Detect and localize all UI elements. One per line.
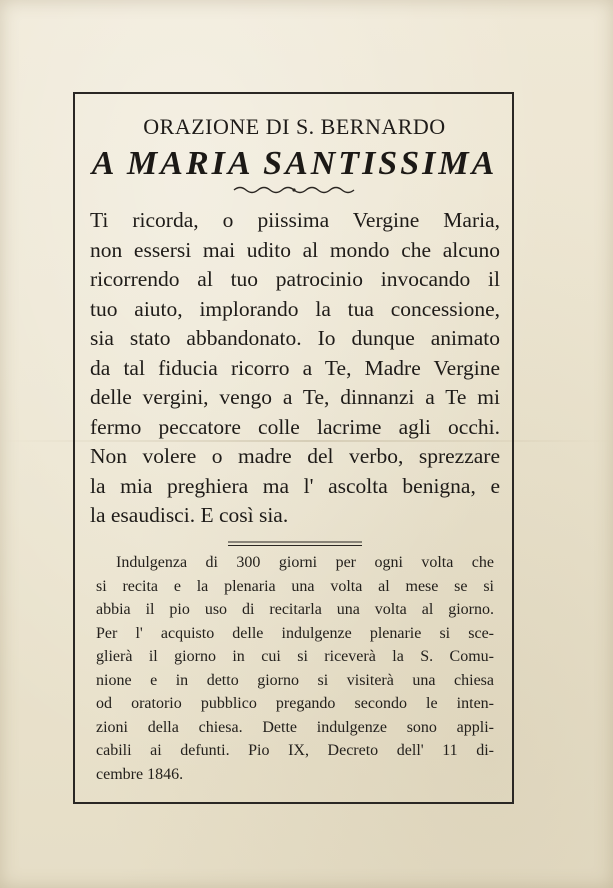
prayer-line: ricorrendo al tuo patrocinio invocando il — [90, 267, 500, 291]
notice-line: si recita e la plenaria una volta al mese se si — [96, 577, 494, 595]
prayer-line: da tal fiducia ricorro a Te, Madre Vergine — [90, 355, 500, 380]
notice-line: zioni della chiesa. Dette indulgenze sono appli- — [96, 718, 494, 736]
prayer-line: sia stato abbandonato. Io dunque animato — [90, 326, 500, 350]
prayer-line: fermo peccatore colle lacrime agli occhi. — [90, 414, 500, 439]
notice-line: cembre 1846. — [96, 765, 184, 783]
prayer-line: Non volere o madre del verbo, sprezzare — [90, 444, 500, 468]
prayer-line: delle vergini, vengo a Te, dinnanzi a Te mi — [90, 385, 500, 409]
prayer-line: la esaudisci. E così sia. — [90, 503, 289, 527]
heading-line-1: ORAZIONE DI S. BERNARDO — [143, 114, 446, 139]
double-rule-divider — [228, 541, 362, 547]
prayer-text — [90, 206, 500, 531]
prayer-line: non essersi mai udito al mondo che alcuno — [90, 237, 500, 262]
heading-line-2: A MARIA SANTISSIMA — [91, 145, 498, 182]
notice-line: glierà il giorno in cui si riceverà la S. Comu- — [96, 648, 494, 665]
notice-line: Indulgenza di 300 giorni per ogni volta che — [116, 554, 494, 571]
prayer-line: tuo aiuto, implorando la tua concessione, — [90, 296, 500, 321]
prayer-line: la mia preghiera ma l' ascolta benigna, e — [90, 473, 500, 498]
notice-line: nione e in detto giorno si visiterà una chiesa — [96, 671, 494, 689]
notice-line: Per l' acquisto delle indulgenze plenarie si sce- — [96, 624, 494, 642]
wavy-ornament — [232, 183, 357, 197]
notice-line: cabili ai defunti. Pio IX, Decreto dell' 11 di- — [96, 742, 494, 759]
prayer-line: Ti ricorda, o piissima Vergine Maria, — [90, 208, 500, 232]
indulgence-notice — [96, 551, 494, 786]
notice-line: abbia il pio uso di recitarla una volta al giorno. — [96, 601, 494, 618]
notice-line: od oratorio pubblico pregando secondo le inten- — [96, 695, 494, 712]
